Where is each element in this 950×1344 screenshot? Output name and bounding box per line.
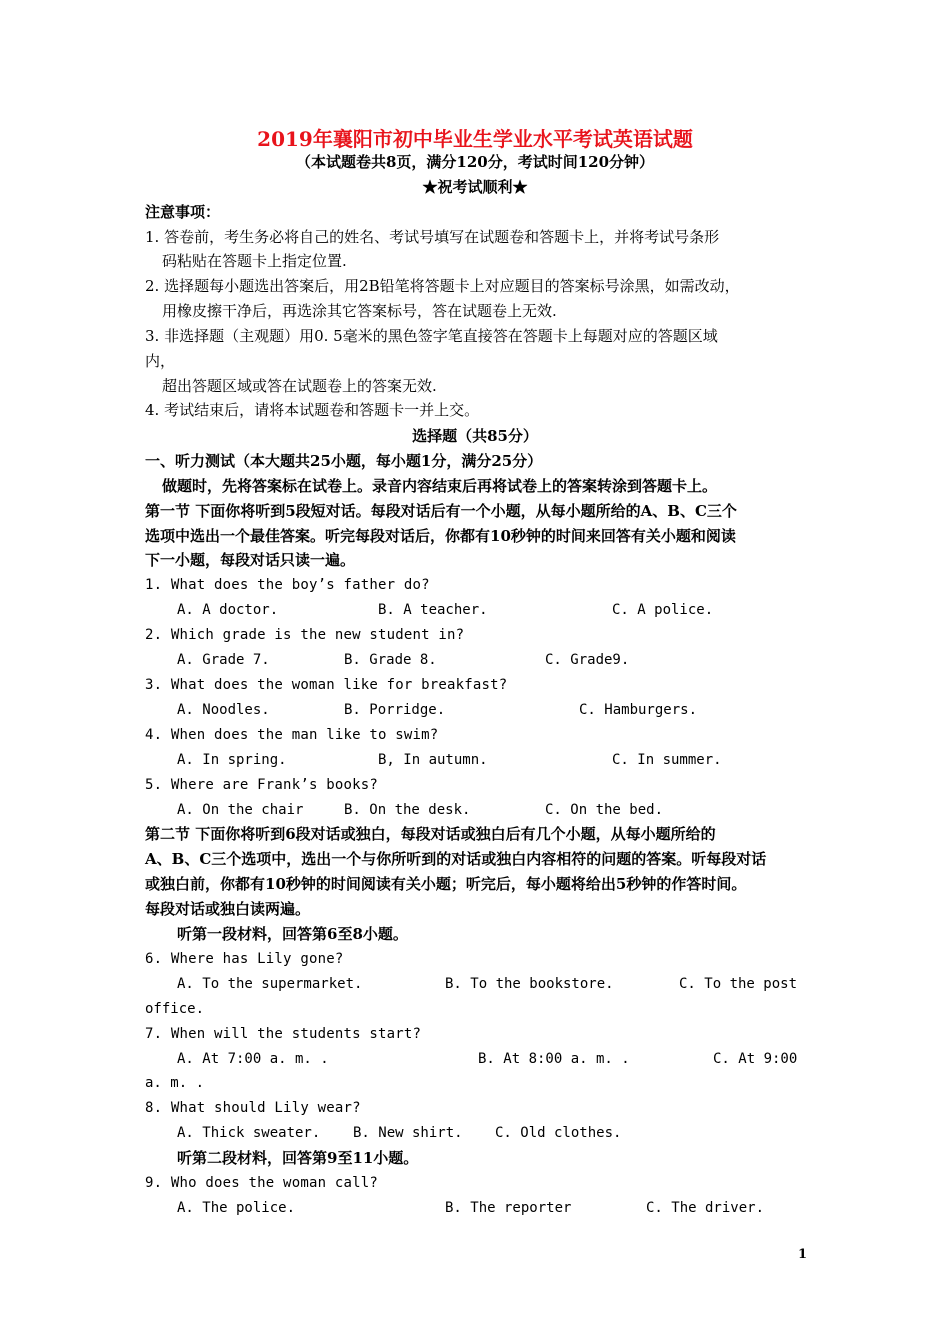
material-heading: 听第一段材料，回答第6至8小题。 bbox=[177, 925, 408, 943]
question-stem: 6. Where has Lily gone? bbox=[145, 951, 344, 967]
option-a: A. The police. bbox=[177, 1200, 296, 1216]
option-c-wrap: office. bbox=[145, 1001, 205, 1017]
note-line: 2. 选择题每小题选出答案后，用2B铅笔将答题卡上对应题目的答案标号涂黑，如需改动， bbox=[145, 277, 740, 295]
option-b: B. At 8:00 a. m. . bbox=[478, 1051, 630, 1067]
option-b: B, In autumn. bbox=[378, 752, 488, 768]
option-b: B. Porridge. bbox=[344, 702, 446, 718]
option-c: C. On the bed. bbox=[545, 802, 664, 818]
option-a: A. Thick sweater. bbox=[177, 1125, 321, 1141]
material-heading: 听第二段材料，回答第9至11小题。 bbox=[177, 1149, 419, 1167]
option-c: C. The driver. bbox=[646, 1200, 765, 1216]
question-stem: 2. Which grade is the new student in? bbox=[145, 627, 465, 643]
notes-heading: 注意事项： bbox=[145, 203, 221, 221]
question-stem: 5. Where are Frank’s books? bbox=[145, 777, 378, 793]
option-c: C. Hamburgers. bbox=[579, 702, 698, 718]
option-c: C. To the post bbox=[679, 976, 798, 992]
page-title: 2019年襄阳市初中毕业生学业水平考试英语试题 bbox=[257, 127, 693, 151]
option-c: C. Grade9. bbox=[545, 652, 630, 668]
option-b: B. Grade 8. bbox=[344, 652, 437, 668]
note-line: 1. 答卷前，考生务必将自己的姓名、考试号填写在试题卷和答题卡上，并将考试号条形 bbox=[145, 228, 720, 246]
note-line: 超出答题区域或答在试题卷上的答案无效. bbox=[162, 377, 437, 395]
note-line: 4. 考试结束后，请将本试题卷和答题卡一并上交。 bbox=[145, 401, 480, 419]
question-stem: 3. What does the woman like for breakfast? bbox=[145, 677, 508, 693]
section2-instruction: 或独白前，你都有10秒钟的时间阅读有关小题；听完后，每小题将给出5秒钟的作答时间。 bbox=[145, 875, 747, 893]
option-b: B. To the bookstore. bbox=[445, 976, 614, 992]
option-b: B. On the desk. bbox=[344, 802, 471, 818]
note-line: 3. 非选择题（主观题）用0. 5毫米的黑色签字笔直接答在答题卡上每题对应的答题区域 bbox=[145, 327, 718, 345]
question-stem: 9. Who does the woman call? bbox=[145, 1175, 378, 1191]
option-a: A. In spring. bbox=[177, 752, 287, 768]
section1-instruction: 第一节 下面你将听到5段短对话。每段对话后有一个小题，从每小题所给的A、B、C三个 bbox=[145, 502, 737, 520]
note-line: 码粘贴在答题卡上指定位置. bbox=[162, 252, 347, 270]
note-line: 内， bbox=[145, 352, 176, 370]
option-b: B. The reporter bbox=[445, 1200, 572, 1216]
good-luck-line: ★祝考试顺利★ bbox=[422, 178, 528, 196]
option-a: A. Grade 7. bbox=[177, 652, 270, 668]
part1-heading: 一、听力测试（本大题共25小题，每小题1分，满分25分） bbox=[145, 452, 543, 470]
option-a: A. On the chair bbox=[177, 802, 304, 818]
option-a: A. At 7:00 a. m. . bbox=[177, 1051, 329, 1067]
question-stem: 1. What does the boy’s father do? bbox=[145, 577, 430, 593]
question-stem: 4. When does the man like to swim? bbox=[145, 727, 439, 743]
option-b: B. A teacher. bbox=[378, 602, 488, 618]
question-stem: 7. When will the students start? bbox=[145, 1026, 422, 1042]
section2-instruction: 第二节 下面你将听到6段对话或独白，每段对话或独白后有几个小题，从每小题所给的 bbox=[145, 825, 716, 843]
section2-instruction: A、B、C三个选项中，选出一个与你所听到的对话或独白内容相符的问题的答案。听每段对话 bbox=[145, 850, 767, 868]
choice-section-title: 选择题（共85分） bbox=[412, 427, 538, 445]
section1-instruction: 下一小题，每段对话只读一遍。 bbox=[145, 551, 356, 569]
option-c: C. At 9:00 bbox=[713, 1051, 798, 1067]
option-c: C. In summer. bbox=[612, 752, 722, 768]
option-a: A. To the supermarket. bbox=[177, 976, 363, 992]
option-a: A. A doctor. bbox=[177, 602, 279, 618]
option-c: C. A police. bbox=[612, 602, 714, 618]
option-b: B. New shirt. bbox=[353, 1125, 463, 1141]
exam-subtitle: （本试题卷共8页，满分120分，考试时间120分钟） bbox=[295, 153, 655, 171]
page-number: 1 bbox=[798, 1247, 808, 1262]
question-stem: 8. What should Lily wear? bbox=[145, 1100, 361, 1116]
option-c-wrap: a. m. . bbox=[145, 1075, 205, 1091]
option-a: A. Noodles. bbox=[177, 702, 270, 718]
part1-instruction: 做题时，先将答案标在试卷上。录音内容结束后再将试卷上的答案转涂到答题卡上。 bbox=[162, 477, 718, 495]
section2-instruction: 每段对话或独白读两遍。 bbox=[145, 900, 311, 918]
section1-instruction: 选项中选出一个最佳答案。听完每段对话后，你都有10秒钟的时间来回答有关小题和阅读 bbox=[145, 527, 736, 545]
note-line: 用橡皮擦干净后，再选涂其它答案标号，答在试题卷上无效. bbox=[162, 302, 557, 320]
option-c: C. Old clothes. bbox=[495, 1125, 622, 1141]
